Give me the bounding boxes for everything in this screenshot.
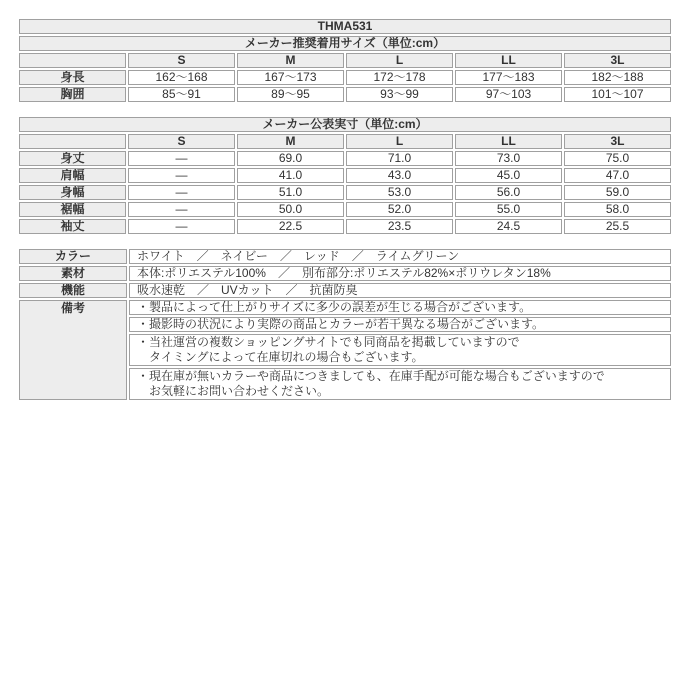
product-details-table [17, 247, 673, 402]
row-label-remarks: 備考 [19, 300, 127, 400]
remark-line: ・当社運営の複数ショッピングサイトでも同商品を掲載していますので [137, 335, 520, 349]
hem-width-value: ― [128, 202, 235, 217]
recommended-size-title: メーカー推奨着用サイズ（単位:cm） [19, 36, 671, 51]
material-value: 本体:ポリエステル100% ／ 別布部分:ポリエステル82%×ポリウレタン18% [129, 266, 671, 281]
size-header-3l: 3L [564, 134, 671, 149]
remark-item [129, 334, 671, 366]
remark-item [129, 368, 671, 400]
row-label-color: カラー [19, 249, 127, 264]
table-row [19, 185, 671, 200]
table-row [19, 19, 671, 34]
body-length-value: 73.0 [455, 151, 562, 166]
function-value: 吸水速乾 ／ UVカット ／ 抗菌防臭 [129, 283, 671, 298]
size-header-l: L [346, 53, 453, 68]
row-label-body-width: 身幅 [19, 185, 126, 200]
table-row [19, 266, 671, 281]
body-width-value: 56.0 [455, 185, 562, 200]
sleeve-length-value: 22.5 [237, 219, 344, 234]
row-label-height: 身長 [19, 70, 126, 85]
size-header-m: M [237, 134, 344, 149]
hem-width-value: 50.0 [237, 202, 344, 217]
remark-line: お気軽にお問い合わせください。 [137, 384, 330, 398]
size-header-l: L [346, 134, 453, 149]
table-row [19, 70, 671, 85]
table-row [19, 53, 671, 68]
sleeve-length-value: 25.5 [564, 219, 671, 234]
table-row [19, 151, 671, 166]
product-code-cell: THMA531 [19, 19, 671, 34]
shoulder-width-value: ― [128, 168, 235, 183]
size-header-3l: 3L [564, 53, 671, 68]
sleeve-length-value: 23.5 [346, 219, 453, 234]
row-label-body-length: 身丈 [19, 151, 126, 166]
size-header-ll: LL [455, 134, 562, 149]
body-width-value: 59.0 [564, 185, 671, 200]
row-label-hem-width: 裾幅 [19, 202, 126, 217]
size-header-ll: LL [455, 53, 562, 68]
size-header-s: S [128, 134, 235, 149]
sleeve-length-value: ― [128, 219, 235, 234]
body-length-value: ― [128, 151, 235, 166]
corner-cell [19, 53, 126, 68]
table-row [19, 36, 671, 51]
hem-width-value: 55.0 [455, 202, 562, 217]
table-row [19, 134, 671, 149]
remark-line: ・現在庫が無いカラーや商品につきましても、在庫手配が可能な場合もございますので [137, 369, 605, 383]
height-value: 167～173 [237, 70, 344, 85]
chest-value: 93～99 [346, 87, 453, 102]
body-length-value: 71.0 [346, 151, 453, 166]
table-row [19, 219, 671, 234]
remark-line: タイミングによって在庫切れの場合もございます。 [137, 350, 424, 364]
height-value: 182～188 [564, 70, 671, 85]
actual-size-title: メーカー公表実寸（単位:cm） [19, 117, 671, 132]
table-row [19, 202, 671, 217]
chest-value: 85～91 [128, 87, 235, 102]
body-width-value: 53.0 [346, 185, 453, 200]
actual-size-table [17, 115, 673, 236]
table-row [19, 87, 671, 102]
hem-width-value: 52.0 [346, 202, 453, 217]
height-value: 177～183 [455, 70, 562, 85]
row-label-chest: 胸囲 [19, 87, 126, 102]
hem-width-value: 58.0 [564, 202, 671, 217]
row-label-shoulder-width: 肩幅 [19, 168, 126, 183]
chest-value: 101～107 [564, 87, 671, 102]
corner-cell [19, 134, 126, 149]
shoulder-width-value: 43.0 [346, 168, 453, 183]
table-row [19, 283, 671, 298]
chest-value: 97～103 [455, 87, 562, 102]
table-row [19, 300, 671, 315]
body-width-value: 51.0 [237, 185, 344, 200]
remark-item: ・製品によって仕上がりサイズに多少の誤差が生じる場合がございます。 [129, 300, 671, 315]
row-label-sleeve-length: 袖丈 [19, 219, 126, 234]
table-row [19, 249, 671, 264]
row-label-function: 機能 [19, 283, 127, 298]
height-value: 162～168 [128, 70, 235, 85]
recommended-size-table [17, 17, 673, 104]
height-value: 172～178 [346, 70, 453, 85]
size-header-m: M [237, 53, 344, 68]
shoulder-width-value: 45.0 [455, 168, 562, 183]
shoulder-width-value: 47.0 [564, 168, 671, 183]
size-header-s: S [128, 53, 235, 68]
shoulder-width-value: 41.0 [237, 168, 344, 183]
row-label-material: 素材 [19, 266, 127, 281]
sleeve-length-value: 24.5 [455, 219, 562, 234]
body-length-value: 75.0 [564, 151, 671, 166]
chest-value: 89～95 [237, 87, 344, 102]
table-row [19, 168, 671, 183]
remark-item: ・撮影時の状況により実際の商品とカラーが若干異なる場合がございます。 [129, 317, 671, 332]
body-width-value: ― [128, 185, 235, 200]
body-length-value: 69.0 [237, 151, 344, 166]
color-value: ホワイト ／ ネイビー ／ レッド ／ ライムグリーン [129, 249, 671, 264]
table-row [19, 117, 671, 132]
